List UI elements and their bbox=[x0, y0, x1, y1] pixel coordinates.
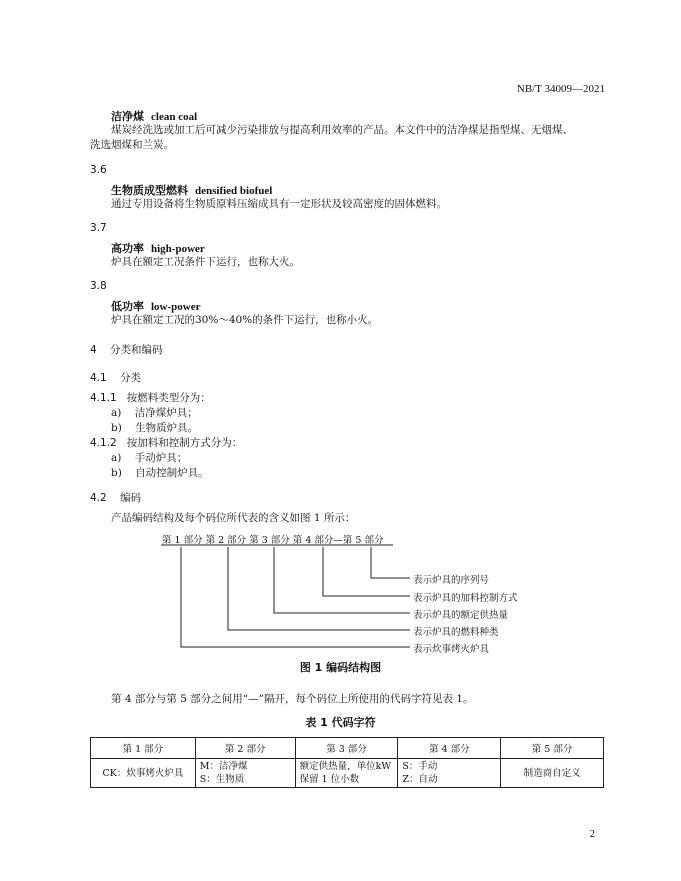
clause-text: 按加料和控制方式分为： bbox=[126, 437, 243, 449]
figure-code-line: 第 1 部分 第 2 部分 第 3 部分 第 4 部分—第 5 部分 bbox=[162, 535, 384, 546]
figure-label: 表示炉具的加料控制方式 bbox=[413, 593, 518, 604]
table-reference-text: 第 4 部分与第 5 部分之间用“—”隔开，每个码位上所使用的代码字符见表 1。 bbox=[111, 693, 474, 705]
term-cn: 生物质成型燃料 bbox=[111, 184, 188, 197]
table-header-row bbox=[91, 738, 604, 759]
table-cell: 制造商自定义 bbox=[501, 759, 604, 788]
code-table bbox=[90, 737, 604, 788]
clause-number: 3.8 bbox=[90, 280, 107, 292]
bracket-line-2 bbox=[228, 547, 410, 630]
clause-number: 3.7 bbox=[90, 222, 107, 234]
definition-text: 煤炭经洗选或加工后可减少污染排放与提高利用效率的产品。本文件中的洁净煤是指型煤、无烟煤、 bbox=[111, 124, 573, 136]
clause-number: 4.1.1 bbox=[90, 392, 117, 404]
section-number: 4.2 bbox=[90, 492, 107, 504]
table-caption: 表 1 代码字符 bbox=[305, 716, 376, 729]
bracket-line-3 bbox=[274, 547, 410, 613]
bracket-line-4 bbox=[323, 547, 410, 596]
list-label: b) bbox=[111, 467, 122, 479]
figure-label: 表示炊事烤火炉具 bbox=[413, 644, 490, 655]
term-en: densified biofuel bbox=[195, 185, 273, 197]
cell-line: 额定供热量，单位kW bbox=[299, 761, 392, 772]
table-header-cell: 第 4 部分 bbox=[398, 738, 501, 759]
page-number: 2 bbox=[589, 828, 595, 840]
table-header-cell: 第 3 部分 bbox=[295, 738, 398, 759]
table-cell bbox=[195, 759, 295, 788]
figure-label: 表示炉具的燃料种类 bbox=[413, 627, 499, 638]
list-label: a) bbox=[111, 407, 122, 419]
definition-text: 炉具在额定工况的30%～40%的条件下运行，也称小火。 bbox=[111, 314, 379, 326]
cell-line: Z：自动 bbox=[402, 774, 438, 785]
list-text: 生物质炉具。 bbox=[135, 422, 199, 434]
table-header-cell: 第 2 部分 bbox=[195, 738, 295, 759]
figure-label: 表示炉具的序列号 bbox=[413, 575, 490, 586]
section-title: 分类和编码 bbox=[110, 344, 163, 356]
section-number: 4.1 bbox=[90, 372, 107, 384]
bracket-line-5 bbox=[371, 547, 410, 578]
table-header-cell: 第 1 部分 bbox=[91, 738, 196, 759]
clause-number: 3.6 bbox=[90, 164, 107, 176]
term-en: low-power bbox=[151, 301, 201, 313]
term-en: clean coal bbox=[151, 111, 198, 123]
table-row bbox=[91, 759, 604, 788]
term-en: high-power bbox=[151, 243, 205, 255]
section-title: 编码 bbox=[120, 492, 142, 504]
figure-label: 表示炉具的额定供热量 bbox=[413, 610, 509, 621]
clause-number: 4.1.2 bbox=[90, 437, 117, 449]
section-4-2-intro: 产品编码结构及每个码位所代表的含义如图 1 所示： bbox=[111, 512, 356, 524]
cell-line: S：手动 bbox=[402, 761, 438, 772]
term-cn: 高功率 bbox=[111, 242, 144, 255]
definition-text: 炉具在额定工况条件下运行，也称大火。 bbox=[111, 256, 300, 268]
list-text: 洁净煤炉具； bbox=[134, 407, 198, 419]
cell-line: S：生物质 bbox=[199, 774, 245, 785]
definition-text-cont: 洗选烟煤和兰炭。 bbox=[90, 139, 174, 151]
term-cn: 低功率 bbox=[111, 300, 144, 313]
definition-text: 通过专用设备将生物质原料压缩成具有一定形状及较高密度的固体燃料。 bbox=[111, 198, 447, 210]
list-label: b) bbox=[111, 422, 122, 434]
table-cell: CK：炊事烤火炉具 bbox=[91, 759, 196, 788]
list-text: 手动炉具； bbox=[134, 452, 188, 464]
cell-line: M：洁净煤 bbox=[199, 761, 248, 772]
list-text: 自动控制炉具。 bbox=[135, 467, 209, 479]
table-cell bbox=[295, 759, 398, 788]
clause-text: 按燃料类型分为： bbox=[126, 392, 211, 404]
document-number: NB/T 34009—2021 bbox=[516, 83, 605, 95]
table-header-cell: 第 5 部分 bbox=[501, 738, 604, 759]
list-label: a) bbox=[111, 452, 122, 464]
bracket-line-1 bbox=[181, 547, 410, 647]
section-title: 分类 bbox=[120, 372, 142, 384]
section-number: 4 bbox=[90, 344, 97, 356]
figure-caption: 图 1 编码结构图 bbox=[299, 661, 382, 674]
term-cn: 洁净煤 bbox=[111, 110, 144, 123]
table-cell bbox=[398, 759, 501, 788]
cell-line: 保留 1 位小数 bbox=[299, 774, 360, 785]
